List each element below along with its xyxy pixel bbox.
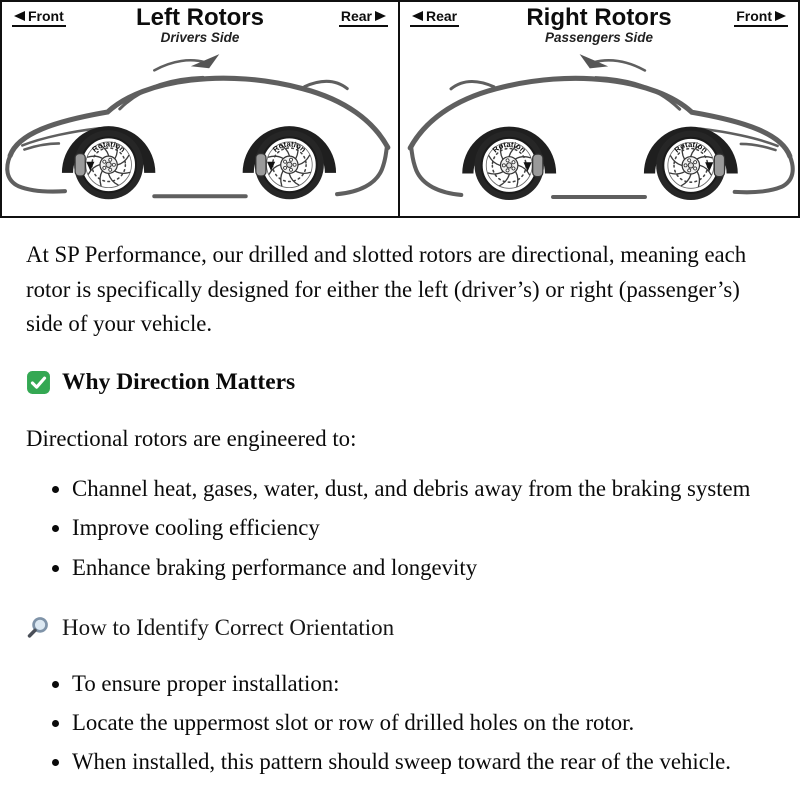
left-car-illustration (2, 48, 398, 216)
benefits-list (26, 472, 774, 585)
svg-text:Rotation: Rotation (672, 139, 710, 155)
direction-label-text: Rear (426, 8, 458, 24)
panel-title: Right Rotors (526, 4, 672, 31)
list-item: • When installed, this pattern should sweep toward the rear of the vehicle. (72, 745, 774, 779)
section-heading-text: How to Identify Correct Orientation (62, 614, 395, 640)
right-car-illustration (400, 48, 798, 216)
left-rotors-panel (2, 2, 400, 216)
panel-subtitle: Passengers Side (544, 30, 654, 46)
lead-paragraph: Directional rotors are engineered to: (26, 425, 357, 451)
right-rotors-panel (400, 2, 798, 216)
list-item: • Channel heat, gases, water, dust, and debris away from the braking system (72, 472, 774, 506)
orientation-list (26, 667, 774, 780)
article (0, 218, 800, 779)
svg-text:Rotation: Rotation (90, 139, 128, 155)
magnifier-icon (26, 615, 51, 640)
direction-label-text: Rear (340, 8, 372, 24)
arrow-right-icon (775, 11, 786, 21)
direction-label-text: Front (28, 8, 64, 24)
front-direction-label (734, 8, 788, 27)
rear-direction-label (410, 8, 459, 27)
svg-text:Rotation: Rotation (490, 139, 528, 155)
rear-direction-label (339, 8, 388, 27)
list-item: • To ensure proper installation: (72, 667, 774, 701)
left-panel-header (2, 2, 398, 48)
front-direction-label (12, 8, 66, 27)
panel-title: Left Rotors (136, 4, 264, 31)
svg-text:Rotation: Rotation (270, 139, 308, 155)
intro-paragraph: At SP Performance, our drilled and slotted rotors are directional, meaning each rotor is specifically designed for either the left (driver’s) or right (passenger’s) side of your vehicle. (26, 242, 747, 336)
check-mark-icon (26, 370, 51, 395)
car-body-mirrored (410, 54, 793, 200)
section-heading-why-direction-matters (26, 369, 774, 396)
rotor-direction-diagram (0, 0, 800, 218)
section-heading-text: Why Direction Matters (62, 368, 296, 395)
list-item: • Enhance braking performance and longevity (72, 551, 774, 585)
right-panel-header (400, 2, 798, 48)
arrow-left-icon (14, 11, 25, 21)
arrow-left-icon (412, 11, 423, 21)
direction-label-text: Front (736, 8, 772, 24)
list-item: • Improve cooling efficiency (72, 511, 774, 545)
panel-subtitle: Drivers Side (160, 30, 240, 46)
section-heading-identify-orientation (26, 615, 774, 641)
car-body (7, 54, 388, 199)
arrow-right-icon (375, 11, 386, 21)
list-item: • Locate the uppermost slot or row of drilled holes on the rotor. (72, 706, 774, 740)
